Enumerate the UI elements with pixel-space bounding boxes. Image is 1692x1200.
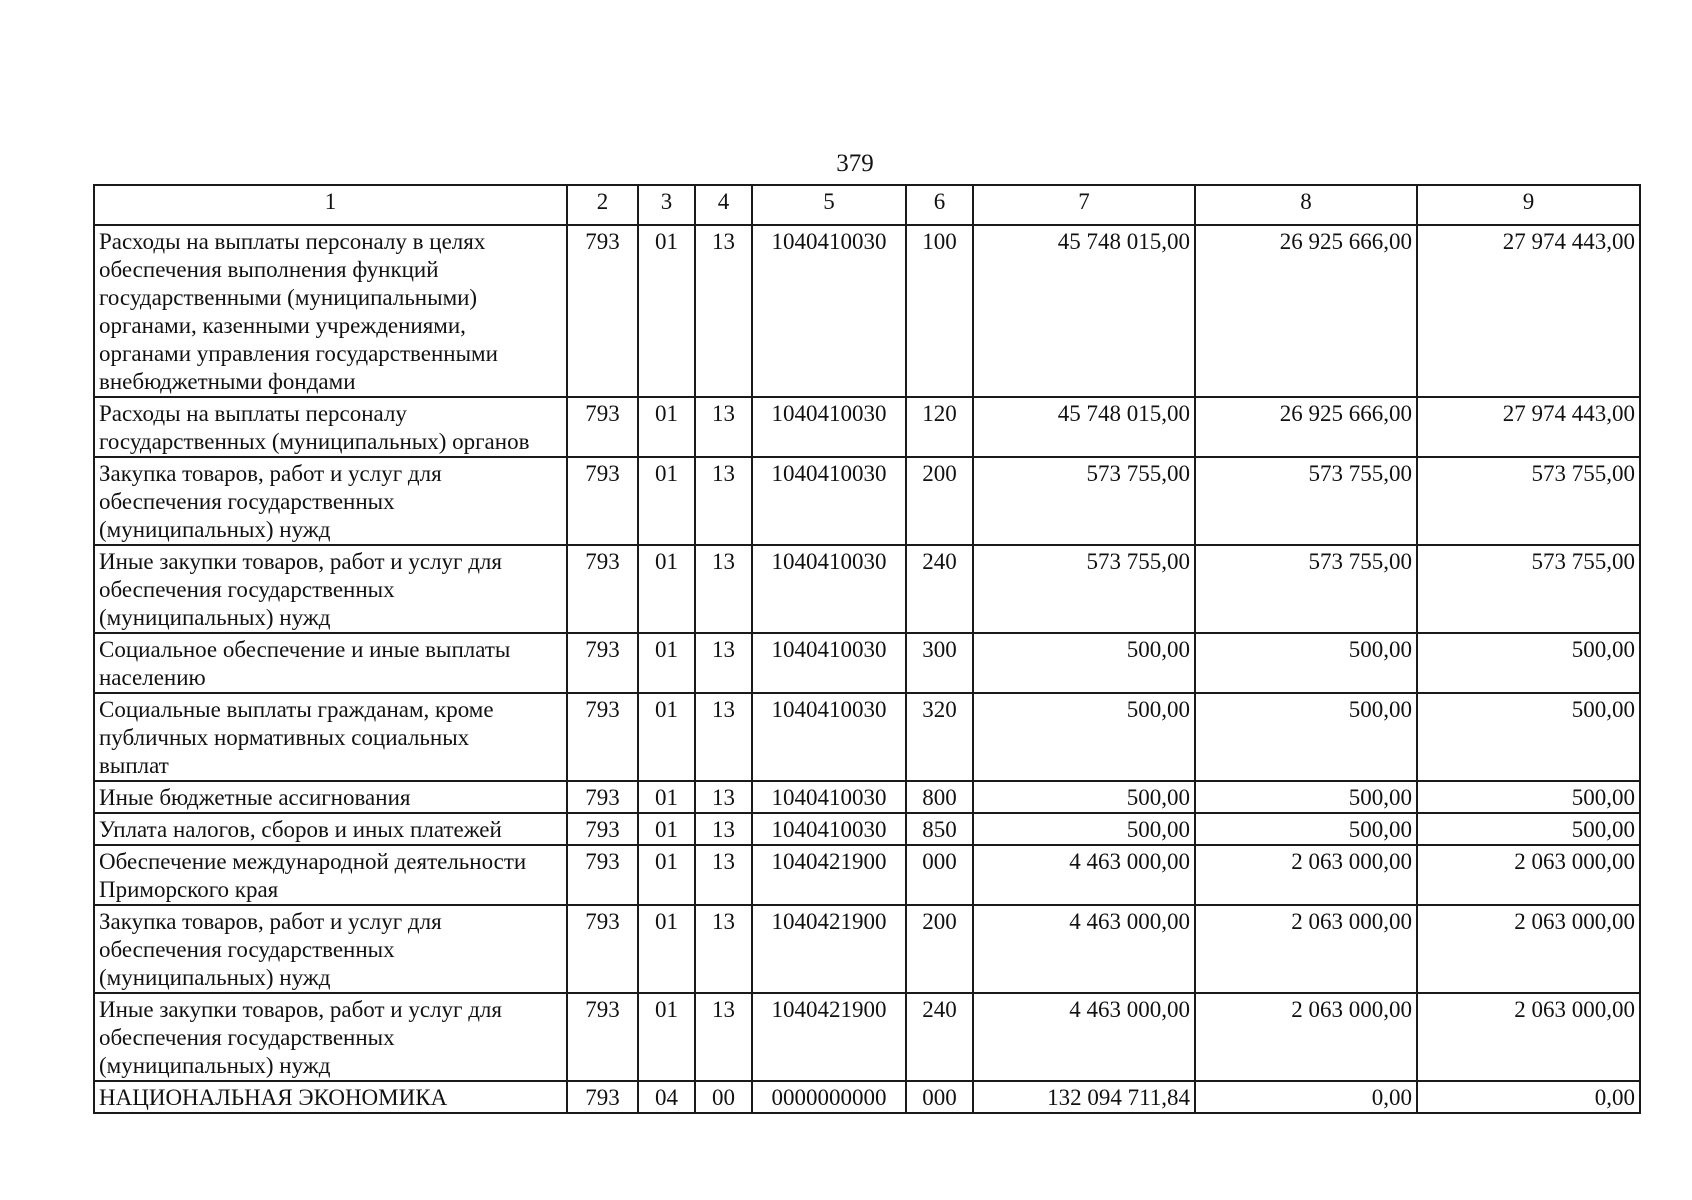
table-row: [94, 781, 1640, 813]
table-row: [94, 545, 1640, 633]
amount-col-8: 26 925 666,00: [1195, 397, 1417, 457]
table-row: [94, 633, 1640, 693]
section-code: 01: [638, 993, 695, 1081]
admin-code: 793: [567, 693, 638, 781]
row-description: [94, 781, 567, 813]
target-article-code: 1040410030: [752, 781, 906, 813]
admin-code: 793: [567, 845, 638, 905]
amount-col-7: 500,00: [973, 693, 1195, 781]
amount-col-9: 500,00: [1417, 781, 1640, 813]
description-line: обеспечения государственных: [99, 489, 395, 514]
description-line: НАЦИОНАЛЬНАЯ ЭКОНОМИКА: [99, 1085, 448, 1110]
amount-col-8: 500,00: [1195, 781, 1417, 813]
amount-col-7: 4 463 000,00: [973, 905, 1195, 993]
description-line: обеспечения выполнения функций: [99, 257, 439, 282]
expense-type-code: 200: [906, 457, 973, 545]
target-article-code: 1040421900: [752, 845, 906, 905]
amount-col-8: 26 925 666,00: [1195, 225, 1417, 397]
subsection-code: 13: [695, 457, 752, 545]
expense-type-code: 000: [906, 845, 973, 905]
admin-code: 793: [567, 993, 638, 1081]
table-row: [94, 905, 1640, 993]
row-description: [94, 693, 567, 781]
budget-table: [93, 184, 1641, 1114]
section-code: 01: [638, 225, 695, 397]
target-article-code: 1040410030: [752, 633, 906, 693]
amount-col-9: 27 974 443,00: [1417, 225, 1640, 397]
description-line: государственных (муниципальных) органов: [99, 429, 530, 454]
amount-col-9: 0,00: [1417, 1081, 1640, 1113]
expense-type-code: 850: [906, 813, 973, 845]
header-cell: 4: [695, 185, 752, 225]
description-line: (муниципальных) нужд: [99, 1053, 331, 1078]
subsection-code: 13: [695, 693, 752, 781]
row-description: [94, 225, 567, 397]
amount-col-7: 132 094 711,84: [973, 1081, 1195, 1113]
subsection-code: 13: [695, 781, 752, 813]
amount-col-7: 573 755,00: [973, 457, 1195, 545]
amount-col-7: 500,00: [973, 633, 1195, 693]
target-article-code: 1040421900: [752, 993, 906, 1081]
description-line: Уплата налогов, сборов и иных платежей: [99, 817, 502, 842]
section-code: 01: [638, 457, 695, 545]
header-cell: 6: [906, 185, 973, 225]
header-cell: 9: [1417, 185, 1640, 225]
amount-col-7: 4 463 000,00: [973, 993, 1195, 1081]
amount-col-9: 2 063 000,00: [1417, 845, 1640, 905]
table-row: [94, 993, 1640, 1081]
subsection-code: 13: [695, 397, 752, 457]
table-row: [94, 813, 1640, 845]
amount-col-9: 27 974 443,00: [1417, 397, 1640, 457]
amount-col-8: 2 063 000,00: [1195, 845, 1417, 905]
amount-col-8: 2 063 000,00: [1195, 993, 1417, 1081]
header-cell: 7: [973, 185, 1195, 225]
description-line: обеспечения государственных: [99, 1025, 395, 1050]
amount-col-9: 500,00: [1417, 633, 1640, 693]
description-line: государственными (муниципальными): [99, 285, 478, 310]
description-line: Приморского края: [99, 877, 279, 902]
section-code: 01: [638, 633, 695, 693]
table-row: [94, 693, 1640, 781]
amount-col-9: 573 755,00: [1417, 545, 1640, 633]
expense-type-code: 120: [906, 397, 973, 457]
amount-col-9: 573 755,00: [1417, 457, 1640, 545]
row-description: [94, 993, 567, 1081]
admin-code: 793: [567, 457, 638, 545]
description-line: (муниципальных) нужд: [99, 517, 331, 542]
expense-type-code: 800: [906, 781, 973, 813]
description-line: внебюджетными фондами: [99, 369, 356, 394]
expense-type-code: 240: [906, 545, 973, 633]
description-line: Расходы на выплаты персоналу в целях: [99, 229, 486, 254]
page-number: 379: [836, 150, 874, 177]
amount-col-8: 573 755,00: [1195, 457, 1417, 545]
target-article-code: 1040410030: [752, 457, 906, 545]
admin-code: 793: [567, 633, 638, 693]
amount-col-8: 500,00: [1195, 633, 1417, 693]
target-article-code: 1040421900: [752, 905, 906, 993]
description-line: Иные бюджетные ассигнования: [99, 785, 411, 810]
subsection-code: 13: [695, 905, 752, 993]
admin-code: 793: [567, 1081, 638, 1113]
header-cell: 2: [567, 185, 638, 225]
section-code: 04: [638, 1081, 695, 1113]
description-line: (муниципальных) нужд: [99, 965, 331, 990]
description-line: Расходы на выплаты персоналу: [99, 401, 407, 426]
amount-col-8: 0,00: [1195, 1081, 1417, 1113]
row-description: [94, 397, 567, 457]
admin-code: 793: [567, 905, 638, 993]
header-cell: 8: [1195, 185, 1417, 225]
target-article-code: 1040410030: [752, 545, 906, 633]
section-code: 01: [638, 545, 695, 633]
header-cell: 3: [638, 185, 695, 225]
header-row: [94, 185, 1640, 225]
subsection-code: 13: [695, 545, 752, 633]
description-line: Закупка товаров, работ и услуг для: [99, 909, 442, 934]
amount-col-8: 573 755,00: [1195, 545, 1417, 633]
description-line: Закупка товаров, работ и услуг для: [99, 461, 442, 486]
description-line: обеспечения государственных: [99, 937, 395, 962]
amount-col-7: 45 748 015,00: [973, 397, 1195, 457]
row-description: [94, 1081, 567, 1113]
amount-col-9: 2 063 000,00: [1417, 993, 1640, 1081]
description-line: обеспечения государственных: [99, 577, 395, 602]
header-cell: 1: [94, 185, 567, 225]
table-row: [94, 457, 1640, 545]
description-line: Социальные выплаты гражданам, кроме: [99, 697, 494, 722]
expense-type-code: 300: [906, 633, 973, 693]
subsection-code: 13: [695, 813, 752, 845]
row-description: [94, 545, 567, 633]
expense-type-code: 100: [906, 225, 973, 397]
section-code: 01: [638, 845, 695, 905]
row-description: [94, 845, 567, 905]
admin-code: 793: [567, 225, 638, 397]
description-line: (муниципальных) нужд: [99, 605, 331, 630]
target-article-code: 1040410030: [752, 397, 906, 457]
table-body: [94, 225, 1640, 1113]
target-article-code: 1040410030: [752, 225, 906, 397]
table-row: [94, 845, 1640, 905]
amount-col-9: 2 063 000,00: [1417, 905, 1640, 993]
section-code: 01: [638, 397, 695, 457]
section-code: 01: [638, 781, 695, 813]
description-line: населению: [99, 665, 206, 690]
subsection-code: 13: [695, 633, 752, 693]
table-row: [94, 225, 1640, 397]
expense-type-code: 320: [906, 693, 973, 781]
amount-col-9: 500,00: [1417, 693, 1640, 781]
row-description: [94, 813, 567, 845]
expense-type-code: 000: [906, 1081, 973, 1113]
admin-code: 793: [567, 397, 638, 457]
amount-col-7: 573 755,00: [973, 545, 1195, 633]
section-code: 01: [638, 693, 695, 781]
amount-col-9: 500,00: [1417, 813, 1640, 845]
row-description: [94, 633, 567, 693]
amount-col-8: 500,00: [1195, 693, 1417, 781]
header-cell: 5: [752, 185, 906, 225]
target-article-code: 0000000000: [752, 1081, 906, 1113]
table-row: [94, 1081, 1640, 1113]
amount-col-7: 45 748 015,00: [973, 225, 1195, 397]
description-line: Иные закупки товаров, работ и услуг для: [99, 549, 502, 574]
section-code: 01: [638, 813, 695, 845]
description-line: Иные закупки товаров, работ и услуг для: [99, 997, 502, 1022]
admin-code: 793: [567, 781, 638, 813]
description-line: органами, казенными учреждениями,: [99, 313, 466, 338]
subsection-code: 00: [695, 1081, 752, 1113]
subsection-code: 13: [695, 845, 752, 905]
description-line: Обеспечение международной деятельности: [99, 849, 527, 874]
target-article-code: 1040410030: [752, 693, 906, 781]
row-description: [94, 457, 567, 545]
amount-col-7: 4 463 000,00: [973, 845, 1195, 905]
amount-col-8: 500,00: [1195, 813, 1417, 845]
amount-col-7: 500,00: [973, 781, 1195, 813]
subsection-code: 13: [695, 993, 752, 1081]
expense-type-code: 200: [906, 905, 973, 993]
target-article-code: 1040410030: [752, 813, 906, 845]
admin-code: 793: [567, 545, 638, 633]
subsection-code: 13: [695, 225, 752, 397]
description-line: выплат: [99, 753, 169, 778]
table-row: [94, 397, 1640, 457]
description-line: органами управления государственными: [99, 341, 498, 366]
amount-col-7: 500,00: [973, 813, 1195, 845]
amount-col-8: 2 063 000,00: [1195, 905, 1417, 993]
expense-type-code: 240: [906, 993, 973, 1081]
section-code: 01: [638, 905, 695, 993]
description-line: Социальное обеспечение и иные выплаты: [99, 637, 511, 662]
admin-code: 793: [567, 813, 638, 845]
row-description: [94, 905, 567, 993]
description-line: публичных нормативных социальных: [99, 725, 470, 750]
